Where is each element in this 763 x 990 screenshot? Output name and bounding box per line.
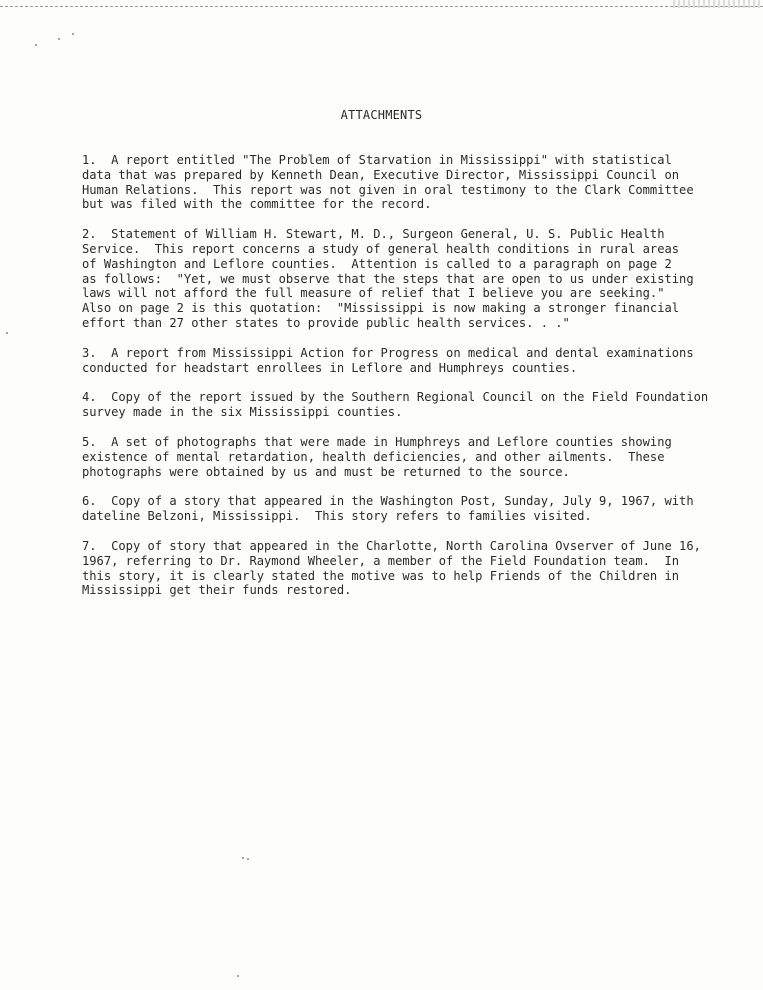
attachment-text: A report from Mississippi Action for Progress on medical and dental examinations xyxy=(111,345,694,360)
scan-speck xyxy=(247,858,249,860)
attachment-line xyxy=(82,554,742,569)
attachment-line xyxy=(82,361,742,376)
attachment-line xyxy=(82,227,742,242)
page-title: ATTACHMENTS xyxy=(340,108,423,122)
attachment-line xyxy=(82,346,742,361)
attachment-item xyxy=(82,346,742,376)
attachment-line xyxy=(82,301,742,316)
attachment-text: Service. This report concerns a study of general health conditions in rural areas xyxy=(82,241,680,256)
attachment-line xyxy=(82,583,742,598)
attachment-text: Copy of a story that appeared in the Washington Post, Sunday, July 9, 1967, with xyxy=(111,494,694,509)
attachment-text: of Washington and Leflore counties. Attention is called to a paragraph on page 2 xyxy=(82,256,672,271)
scan-speck xyxy=(242,857,244,859)
scan-speck xyxy=(72,33,74,35)
attachment-line xyxy=(82,435,742,450)
attachment-line xyxy=(82,569,742,584)
attachment-text: survey made in the six Mississippi counties. xyxy=(82,405,403,420)
attachment-number: 4. xyxy=(82,390,97,405)
attachment-line xyxy=(82,242,742,257)
attachment-item xyxy=(82,227,742,331)
attachment-text: existence of mental retardation, health deficiencies, and other ailments. These xyxy=(82,449,665,464)
scan-speck xyxy=(58,38,60,40)
attachment-line xyxy=(82,286,742,301)
attachment-text: but was filed with the committee for the record. xyxy=(82,197,432,212)
attachment-number: 2. xyxy=(82,227,97,242)
scan-speck xyxy=(35,44,37,46)
attachment-text: Statement of William H. Stewart, M. D., Surgeon General, U. S. Public Health xyxy=(111,227,665,242)
page-top-edge-smudge xyxy=(673,0,763,8)
attachment-line xyxy=(82,405,742,420)
attachment-text: Also on page 2 is this quotation: "Mississippi is now making a stronger financial xyxy=(82,301,680,316)
attachment-item xyxy=(82,153,742,212)
attachment-text: Copy of the report issued by the Southern Regional Council on the Field Foundation xyxy=(111,390,709,405)
attachment-text: Human Relations. This report was not given in oral testimony to the Clark Committee xyxy=(82,182,694,197)
attachment-text: as follows: "Yet, we must observe that the steps that are open to us under existing xyxy=(82,271,694,286)
attachment-line xyxy=(82,183,742,198)
attachment-text: laws will not afford the full measure of relief that I believe you are seeking." xyxy=(82,286,665,301)
attachment-text: Copy of story that appeared in the Charlotte, North Carolina Ovserver of June 16, xyxy=(111,538,701,553)
attachment-text: photographs were obtained by us and must be returned to the source. xyxy=(82,464,570,479)
scan-speck xyxy=(6,332,8,334)
attachment-text: A report entitled "The Problem of Starvation in Mississippi" with statistical xyxy=(111,153,672,167)
attachments-list xyxy=(82,153,742,613)
attachment-text: dateline Belzoni, Mississippi. This story refers to families visited. xyxy=(82,509,592,524)
attachment-line xyxy=(82,539,742,554)
attachment-line xyxy=(82,450,742,465)
attachment-line xyxy=(82,272,742,287)
attachment-line xyxy=(82,316,742,331)
attachment-text: data that was prepared by Kenneth Dean, Executive Director, Mississippi Council on xyxy=(82,167,680,182)
attachment-item xyxy=(82,494,742,524)
attachment-line xyxy=(82,168,742,183)
attachment-text: effort than 27 other states to provide public health services. . ." xyxy=(82,315,570,330)
attachment-line xyxy=(82,153,742,168)
attachment-line xyxy=(82,257,742,272)
attachment-item xyxy=(82,390,742,420)
attachment-number: 5. xyxy=(82,434,97,449)
attachment-line xyxy=(82,494,742,509)
attachment-text: conducted for headstart enrollees in Leflore and Humphreys counties. xyxy=(82,360,578,375)
attachment-text: A set of photographs that were made in Humphreys and Leflore counties showing xyxy=(111,434,672,449)
attachment-line xyxy=(82,390,742,405)
attachment-number: 1. xyxy=(82,153,97,167)
attachment-line xyxy=(82,197,742,212)
attachment-item xyxy=(82,435,742,479)
attachment-number: 3. xyxy=(82,345,97,360)
attachment-line xyxy=(82,509,742,524)
attachment-text: 1967, referring to Dr. Raymond Wheeler, a member of the Field Foundation team. In xyxy=(82,553,680,568)
attachment-text: this story, it is clearly stated the motive was to help Friends of the Children in xyxy=(82,568,680,583)
attachment-number: 7. xyxy=(82,538,97,553)
attachment-line xyxy=(82,465,742,480)
scan-speck xyxy=(237,975,239,977)
page-top-edge xyxy=(0,0,763,7)
attachment-number: 6. xyxy=(82,494,97,509)
attachment-item xyxy=(82,539,742,598)
attachment-text: Mississippi get their funds restored. xyxy=(82,583,352,598)
